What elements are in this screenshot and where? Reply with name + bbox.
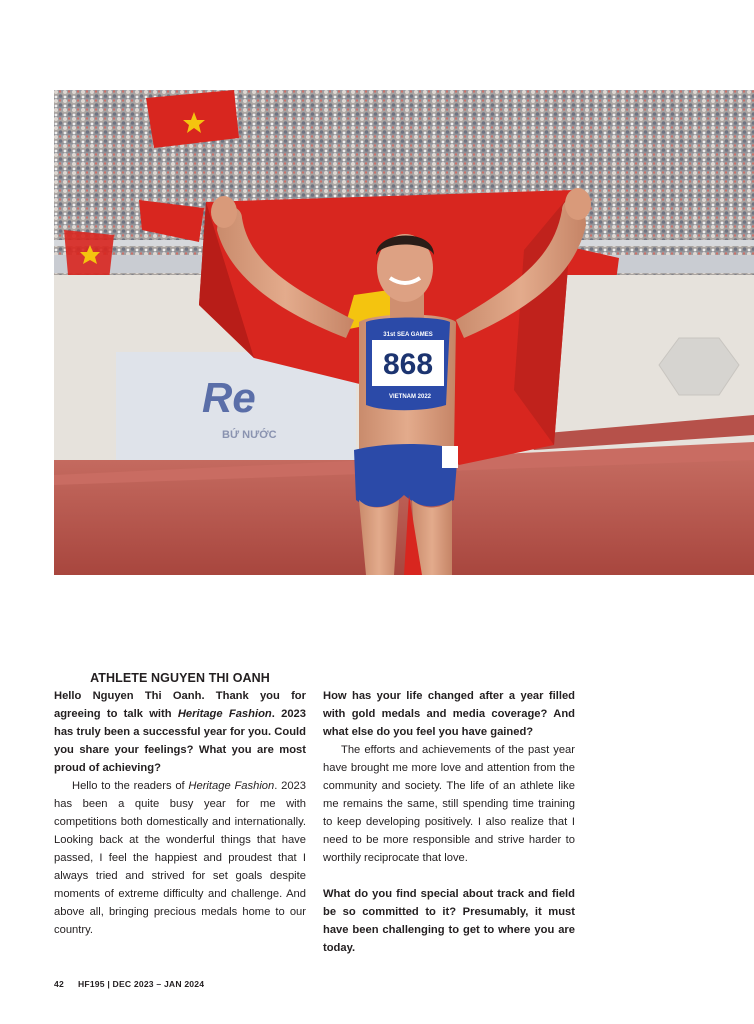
page-number: 42 <box>54 979 64 989</box>
answer-1-text-a: Hello to the readers of <box>72 780 189 792</box>
athlete-celebration-image <box>54 90 754 575</box>
answer-1 <box>54 777 306 939</box>
article-column-left <box>54 669 306 939</box>
answer-1-text-b: . 2023 has been a quite busy year for me with competitions both domestically and internationally. Looking back at the wonderful things that have passed, I feel the happiest and proudest that I always tried and strived for set goals despite moments of extreme difficulty and challenge. And above all, bringing precious medals home to our country. <box>54 780 306 936</box>
article-heading: ATHLETE NGUYEN THI OANH <box>90 671 270 685</box>
question-1 <box>54 687 306 777</box>
answer-1-publication: Heritage Fashion <box>188 780 275 792</box>
bib-sub: VIETNAM 2022 <box>388 394 432 400</box>
question-1-text-a: Hello Nguyen Thi Oanh. Thank you for agreeing to talk with <box>54 690 306 720</box>
article-column-right <box>323 687 575 957</box>
question-2: How has your life changed after a year filled with gold medals and media coverage? And what else do you feel you have gained? <box>323 690 575 738</box>
question-1-publication: Heritage Fashion <box>177 708 272 720</box>
bib-banner: 31st SEA GAMES <box>383 332 433 338</box>
page-footer <box>54 979 204 989</box>
question-1-text-b: . 2023 has truly been a successful year for you. Could you share your feelings? What you are most proud of achieving? <box>54 708 306 774</box>
question-3: What do you find special about track and field be so committed to it? Presumably, it must have been challenging to get to where you are today. <box>323 888 575 954</box>
hero-photo <box>54 90 754 575</box>
issue-info: HF195 | DEC 2023 – JAN 2024 <box>77 979 205 989</box>
answer-2: The efforts and achievements of the past year have brought me more love and attention from the community and society. The life of an athlete like me remains the same, still spending time training to keep developing positively. I also realize that I need to be more responsible and strive harder to worthily reciprocate that love. <box>323 744 575 864</box>
bib-number: 868 <box>382 348 434 381</box>
ad-board-sub: BỨ NƯỚC <box>222 429 277 441</box>
ad-board-text: Re <box>202 374 256 421</box>
paragraph-gap <box>323 867 575 885</box>
